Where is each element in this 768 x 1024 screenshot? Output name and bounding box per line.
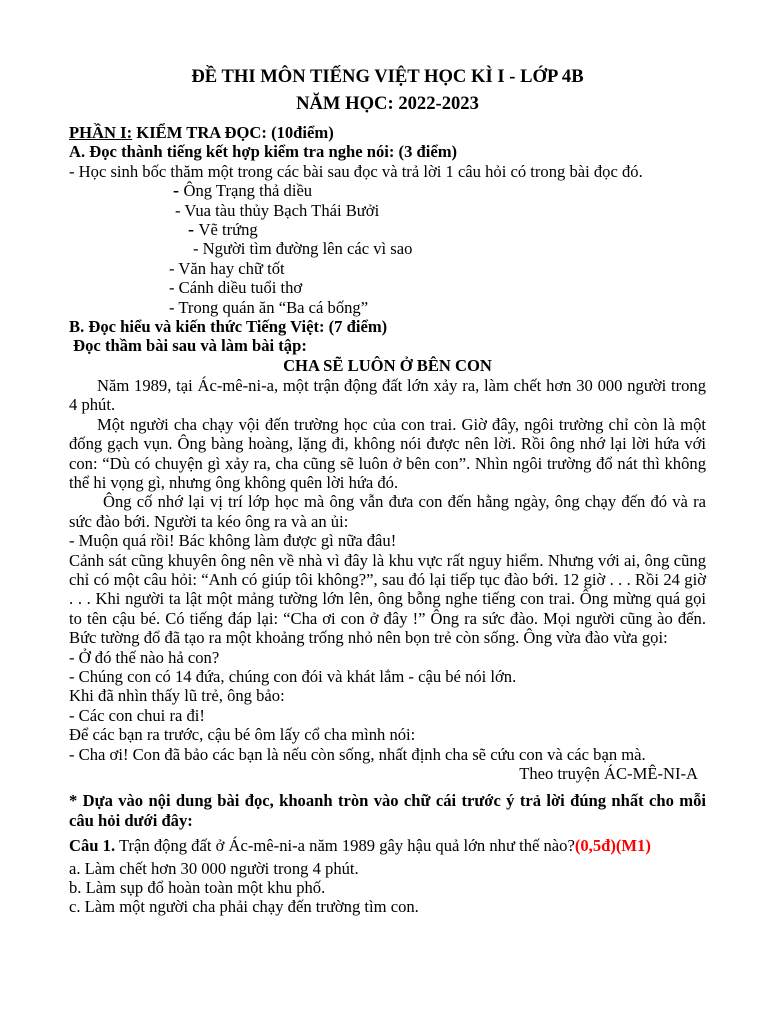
reading-item: - Trong quán ăn “Ba cá bống” [169,297,369,317]
reading-item: - Vẽ trứng [188,219,258,240]
answer-option: a. Làm chết hơn 30 000 người trong 4 phút. [69,858,359,878]
story-line: - Cha ơi! Con đã bảo các bạn là nếu còn sống, nhất định cha sẽ cứu con và các bạn mà. [69,744,646,764]
story-line: Khi đã nhìn thấy lũ trẻ, ông bảo: [69,686,285,706]
reading-item: - Văn hay chữ tốt [169,258,285,278]
section-b-instruction: Đọc thầm bài sau và làm bài tập: [69,336,307,356]
story-line: - Muộn quá rồi! Bác không làm được gì nữa đâu! [69,531,397,551]
section-b-heading: B. Đọc hiểu và kiến thức Tiếng Việt: (7 điểm) [69,317,388,337]
story-line: - Ở đó thế nào hả con? [69,647,220,667]
story-paragraph: Ông cố nhớ lại vị trí lớp học mà ông vẫn đưa con đến hằng ngày, ông chạy đến đó và ra sức đào bới. Người ta kéo ông ra và an ủi: [69,492,706,531]
story-line: - Chúng con có 14 đứa, chúng con đói và khát lắm - cậu bé nói lớn. [69,666,517,686]
part1-label-rest: KIỂM TRA ĐỌC: (10điểm) [132,123,334,142]
question-1-label: Câu 1. [69,836,116,856]
section-a-instruction: - Học sinh bốc thăm một trong các bài sau đọc và trả lời 1 câu hỏi có trong bài đọc đó. [69,161,643,181]
section-a-heading: A. Đọc thành tiếng kết hợp kiểm tra nghe nói: (3 điểm) [69,142,458,162]
question-1 [69,836,706,855]
questions-instruction: * Dựa vào nội dung bài đọc, khoanh tròn vào chữ cái trước ý trả lời đúng nhất cho mỗi câu hỏi dưới đây: [69,791,706,830]
reading-item: - Cánh diều tuổi thơ [169,278,303,298]
answer-option: b. Làm sụp đổ hoàn toàn một khu phố. [69,878,326,898]
story-paragraph: Một người cha chạy vội đến trường học của con trai. Giờ đây, ngôi trường chỉ còn là một đống gạch vụn. Ông bàng hoàng, lặng đi, không nói được nên lời. Rồi ông nhớ lại lời hứa với con: “Dù có chuyện gì xảy ra, cha cũng sẽ luôn ở bên con”. Nhìn ngôi trường đổ nát thì không thể hi vọng gì, nhưng ông không quên lời hứa đó. [69,414,706,492]
reading-item: - Vua tàu thủy Bạch Thái Bưởi [175,200,380,220]
story-title: CHA SẼ LUÔN Ở BÊN CON [283,355,492,375]
school-year: NĂM HỌC: 2022-2023 [296,93,479,114]
story-paragraph: Năm 1989, tại Ác-mê-ni-a, một trận động đất lớn xảy ra, làm chết hơn 30 000 người trong 4 phút. [69,375,706,415]
part1-label: PHẦN I: [69,123,133,142]
question-1-text: Trận động đất ở Ác-mê-ni-a năm 1989 gây hậu quả lớn như thế nào? [115,836,575,856]
question-1-points: (0,5đ)(M1) [574,836,651,856]
answer-option: c. Làm một người cha phải chạy đến trường tìm con. [69,897,419,917]
exam-title: ĐỀ THI MÔN TIẾNG VIỆT HỌC KÌ I - LỚP 4B [191,66,584,87]
story-paragraph: Cảnh sát cũng khuyên ông nên về nhà vì đây là khu vực rất nguy hiểm. Nhưng với ai, ông cũng chỉ có một câu hỏi: “Anh có giúp tôi không?”, sau đó lại tiếp tục đào bới. 12 giờ . . . Rồi 24 giờ . . . Khi người ta lật một mảng tường lớn lên, ông bỗng nghe tiếng con trai. Ông mừng quá gọi to tên cậu bé. Có tiếng đáp lại: “Cha ơi con ở đây !” Ông ra sức đào. Mọi người cũng ào đến. Bức tường đổ đã tạo ra một khoảng trống nhỏ nên bọn trẻ còn sống. Ông vừa đào vừa gọi: [69,550,706,648]
part1-heading [69,123,706,142]
story-source: Theo truyện ÁC-MÊ-NI-A [519,764,698,783]
reading-item: - Ông Trạng thả diều [173,180,313,201]
reading-item: - Người tìm đường lên các vì sao [193,239,413,259]
story-line: Để các bạn ra trước, cậu bé ôm lấy cổ cha mình nói: [69,725,416,745]
story-line: - Các con chui ra đi! [69,705,205,725]
